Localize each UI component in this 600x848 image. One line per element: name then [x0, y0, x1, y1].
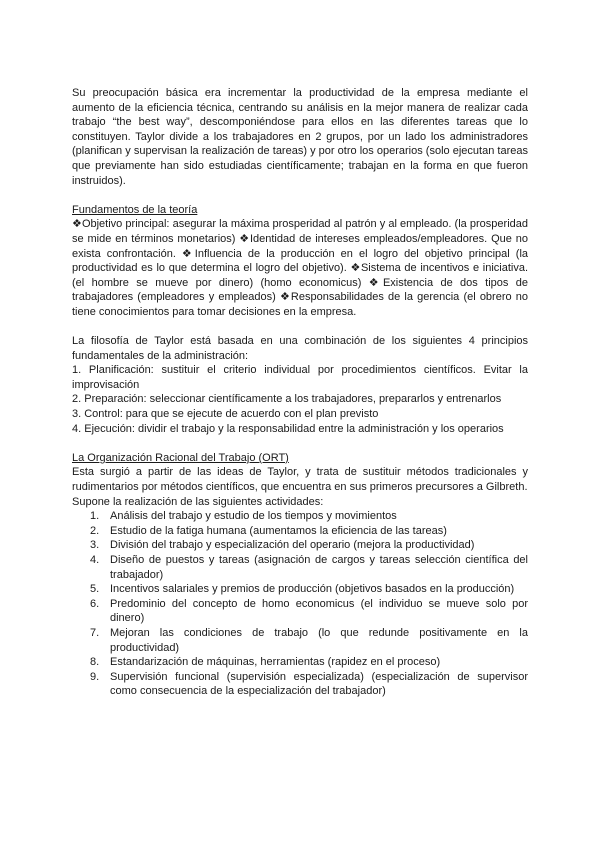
principio-item: 2. Preparación: seleccionar científicamente a los trabajadores, prepararlos y entrenarlos — [72, 393, 502, 406]
list-text: Incentivos salariales y premios de producción (objetivos basados en la producción) — [110, 583, 515, 596]
principio-item: 4. Ejecución: dividir el trabajo y la responsabilidad entre la administración y los operarios — [72, 422, 504, 435]
list-item — [72, 597, 528, 626]
list-number: 9. — [90, 670, 100, 683]
list-number: 5. — [90, 583, 100, 596]
list-number: 1. — [90, 510, 100, 523]
principio-item: 1. Planificación: sustituir el criterio individual por procedimientos científicos. Evitar la improvisación — [72, 364, 528, 391]
principios-intro: La filosofía de Taylor está basada en una combinación de los siguientes 4 principios fundamentales de la administración: — [72, 335, 528, 362]
list-number: 8. — [90, 656, 100, 669]
list-text: Análisis del trabajo y estudio de los tiempos y movimientos — [110, 510, 397, 523]
list-item — [72, 524, 528, 539]
list-text: Predominio del concepto de homo economicus (el individuo se mueve solo por dinero) — [110, 597, 528, 625]
list-text: Mejoran las condiciones de trabajo (lo que redunde positivamente en la productividad) — [110, 626, 528, 654]
list-item — [72, 670, 528, 699]
document-body — [72, 86, 528, 699]
list-text: División del trabajo y especialización del operario (mejora la productividad) — [110, 539, 475, 552]
list-number: 6. — [90, 597, 100, 610]
list-item — [72, 626, 528, 655]
list-number: 7. — [90, 626, 100, 639]
list-text: Supervisión funcional (supervisión especializada) (especialización de supervisor como consecuencia de la especialización del trabajador) — [110, 670, 528, 698]
fundamentos-heading: Fundamentos de la teoría — [72, 203, 198, 216]
principio-item: 3. Control: para que se ejecute de acuerdo con el plan previsto — [72, 408, 379, 421]
list-item — [72, 655, 528, 670]
fundamentos-paragraph: ❖Objetivo principal: asegurar la máxima prosperidad al patrón y al empleado. (la prosperidad se mide en términos monetarios) ❖Identidad de intereses empleados/empleadores. Que no exista confrontación. ❖Influencia de la producción en el logro del objetivo principal (la productividad es lo que determina el logro del objetivo). ❖Sistema de incentivos e iniciativa. (el hombre se mueve por dinero) (homo economicus) ❖Existencia de dos tipos de trabajadores (empleadores y empleados) ❖Responsabilidades de la gerencia (el obrero no tiene conocimientos para tomar decisiones en la empresa. — [72, 218, 528, 318]
intro-paragraph: Su preocupación básica era incrementar la productividad de la empresa mediante el aumento de la eficiencia técnica, centrando su análisis en la mejor manera de realizar cada trabajo “the best way”, descomponiéndose para ellos en las diferentes tareas que lo constituyen. Taylor divide a los trabajadores en 2 grupos, por un lado los administradores (planifican y supervisan la realización de tareas) y por otro los operarios (solo ejecutan tareas que previamente han sido estudiadas científicamente; trabajan en la forma en que fueron instruidos). — [72, 87, 528, 187]
list-text: Estudio de la fatiga humana (aumentamos la eficiencia de las tareas) — [110, 524, 447, 537]
list-text: Diseño de puestos y tareas (asignación de cargos y tareas selección científica del trabajador) — [110, 554, 528, 581]
spacer — [72, 436, 528, 451]
list-item — [72, 582, 528, 597]
spacer — [72, 320, 528, 335]
list-number: 4. — [90, 554, 100, 566]
list-item — [72, 538, 528, 553]
activities-list — [72, 509, 528, 699]
list-number: 2. — [90, 524, 100, 537]
list-item — [72, 509, 528, 524]
ort-supone: Supone la realización de las siguientes actividades: — [72, 495, 324, 508]
list-number: 3. — [90, 539, 100, 552]
spacer — [72, 188, 528, 203]
ort-paragraph: Esta surgió a partir de las ideas de Taylor, y trata de sustituir métodos tradicionales y rudimentarios por métodos científicos, que encuentra en sus primeros precursores a Gilbreth. — [72, 466, 528, 494]
list-text: Estandarización de máquinas, herramientas (rapidez en el proceso) — [110, 656, 441, 669]
list-item — [72, 553, 528, 582]
ort-heading: La Organización Racional del Trabajo (ORT) — [72, 451, 289, 464]
